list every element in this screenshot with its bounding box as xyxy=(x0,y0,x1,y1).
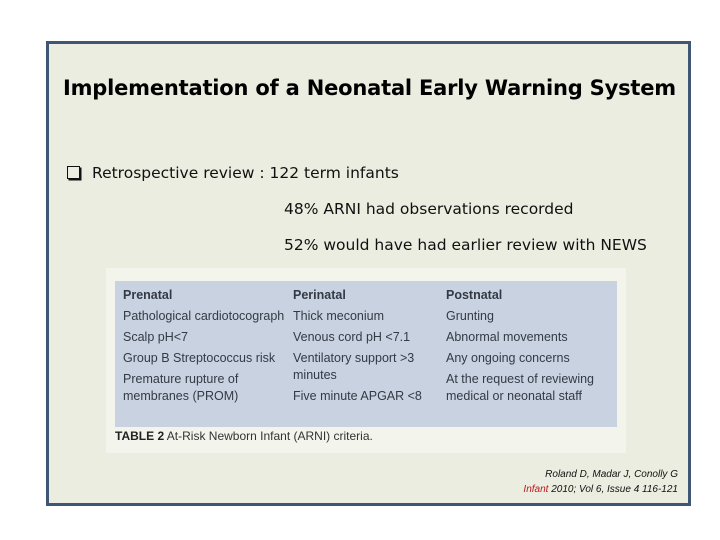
table-cell: Scalp pH<7 xyxy=(123,330,188,344)
caption-label: TABLE 2 xyxy=(115,429,165,443)
reference-details: 2010; Vol 6, Issue 4 116-121 xyxy=(551,484,678,495)
table-column-postnatal xyxy=(446,287,606,409)
slide xyxy=(46,41,691,506)
table-cell: Premature rupture of membranes (PROM) xyxy=(123,372,239,403)
reference-journal: Infant xyxy=(523,484,549,495)
table-cell: Pathological cardiotocograph xyxy=(123,309,285,323)
table-caption xyxy=(115,429,373,443)
table-cell: Group B Streptococcus risk xyxy=(123,351,276,365)
bullet-point xyxy=(67,164,399,182)
column-header: Postnatal xyxy=(446,288,503,302)
reference xyxy=(523,467,678,497)
reference-authors: Roland D, Madar J, Conolly G xyxy=(545,469,678,480)
column-header: Prenatal xyxy=(123,288,173,302)
table-cell: Five minute APGAR <8 xyxy=(293,389,422,403)
arni-table-image xyxy=(106,268,626,453)
bullet-text: Retrospective review : 122 term infants xyxy=(92,164,399,182)
table-cell: Abnormal movements xyxy=(446,330,568,344)
table-column-perinatal xyxy=(293,287,443,409)
caption-text: At-Risk Newborn Infant (ARNI) criteria. xyxy=(166,429,373,443)
table-cell: Any ongoing concerns xyxy=(446,351,570,365)
sub-point: 48% ARNI had observations recorded xyxy=(284,200,574,218)
column-header: Perinatal xyxy=(293,288,346,302)
sub-point: 52% would have had earlier review with NEWS xyxy=(284,236,647,254)
table-cell: Thick meconium xyxy=(293,309,384,323)
slide-title: Implementation of a Neonatal Early Warning System xyxy=(63,76,676,100)
checkbox-bullet-icon xyxy=(67,166,80,179)
table-cell: At the request of reviewing medical or neonatal staff xyxy=(446,372,594,403)
table-cell: Ventilatory support >3 minutes xyxy=(293,351,415,382)
table-cell: Grunting xyxy=(446,309,494,323)
arni-table xyxy=(115,281,617,427)
table-column-prenatal xyxy=(123,287,288,409)
table-cell: Venous cord pH <7.1 xyxy=(293,330,411,344)
